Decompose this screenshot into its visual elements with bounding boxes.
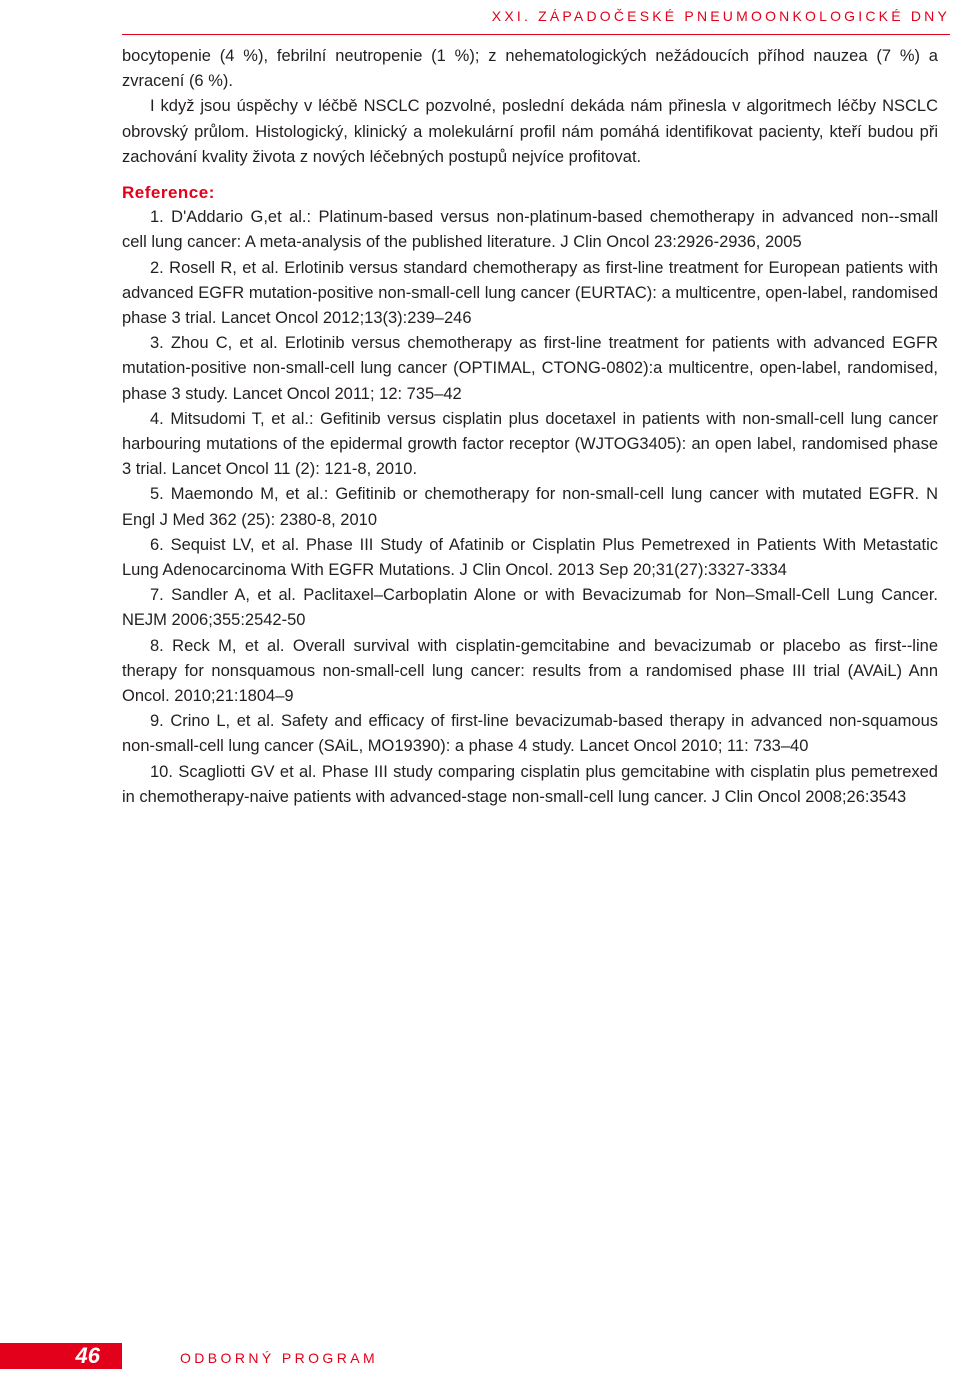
reference-item: 9. Crino L, et al. Safety and efficacy of first-line bevacizumab-based therapy in advanced non-squamous non-small-cell lung cancer (SAiL, MO19390): a phase 4 study. Lancet Oncol 2010; 11: 733–40 [122, 712, 938, 756]
reference-item: 4. Mitsudomi T, et al.: Gefitinib versus cisplatin plus docetaxel in patients with non-small-cell lung cancer harbouring mutations of the epidermal growth factor receptor (WJTOG3405): an open label, randomised phase 3 trial. Lancet Oncol 11 (2): 121-8, 2010. [122, 409, 938, 479]
article-body [122, 44, 938, 810]
paragraph-1: bocytopenie (4 %), febrilní neutropenie (1 %); z nehematologických nežádoucích příhod nauzea (7 %) a zvracení (6 %). [122, 47, 938, 91]
references-list [122, 205, 938, 810]
reference-item: 7. Sandler A, et al. Paclitaxel–Carboplatin Alone or with Bevacizumab for Non–Small-Cell Lung Cancer. NEJM 2006;355:2542-50 [122, 586, 938, 630]
running-header: XXI. ZÁPADOČESKÉ PNEUMOONKOLOGICKÉ DNY [491, 8, 950, 24]
reference-item: 1. D'Addario G,et al.: Platinum-based versus non-platinum-based chemotherapy in advanced non--small cell lung cancer: A meta-analysis of the published literature. J Clin Oncol 23:2926-2936, 2005 [122, 208, 938, 252]
reference-item: 6. Sequist LV, et al. Phase III Study of Afatinib or Cisplatin Plus Pemetrexed in Patients With Metastatic Lung Adenocarcinoma With EGFR Mutations. J Clin Oncol. 2013 Sep 20;31(27):3327-3334 [122, 535, 938, 580]
reference-item: 3. Zhou C, et al. Erlotinib versus chemotherapy as first-line treatment for patients with advanced EGFR mutation-positive non-small-cell lung cancer (OPTIMAL, CTONG-0802):a multicentre, open-label, randomised, phase 3 study. Lancet Oncol 2011; 12: 735–42 [122, 334, 938, 403]
page-number-box [0, 1343, 122, 1369]
page-number: 46 [75, 1343, 100, 1368]
reference-item: 5. Maemondo M, et al.: Gefitinib or chemotherapy for non-small-cell lung cancer with mutated EGFR. N Engl J Med 362 (25): 2380-8, 2010 [122, 485, 938, 529]
reference-item: 10. Scagliotti GV et al. Phase III study comparing cisplatin plus gemcitabine with cisplatin plus pemetrexed in chemotherapy-naive patients with advanced-stage non-small-cell lung cancer. J Clin Oncol 2008;26:3543 [122, 762, 938, 806]
reference-item: 8. Reck M, et al. Overall survival with cisplatin-gemcitabine and bevacizumab or placebo as first--line therapy for nonsquamous non-small-cell lung cancer: results from a randomised phase III trial (AVAiL) Ann Oncol. 2010;21:1804–9 [122, 636, 938, 706]
references-heading: Reference: [122, 183, 215, 203]
reference-item: 2. Rosell R, et al. Erlotinib versus standard chemotherapy as first-line treatment for European patients with advanced EGFR mutation-positive non-small-cell lung cancer (EURTAC): a multicentre, open-label, randomised phase 3 trial. Lancet Oncol 2012;13(3):239–246 [122, 258, 938, 328]
paragraph-2: I když jsou úspěchy v léčbě NSCLC pozvolné, poslední dekáda nám přinesla v algoritmech léčby NSCLC obrovský průlom. Histologický, klinický a molekulární profil nám pomáhá identifikovat pacienty, kteří budou při zachování kvality života z nových léčebných postupů nejvíce profitovat. [122, 97, 938, 166]
header-rule [122, 34, 950, 35]
footer-section-label: ODBORNÝ PROGRAM [180, 1350, 379, 1366]
